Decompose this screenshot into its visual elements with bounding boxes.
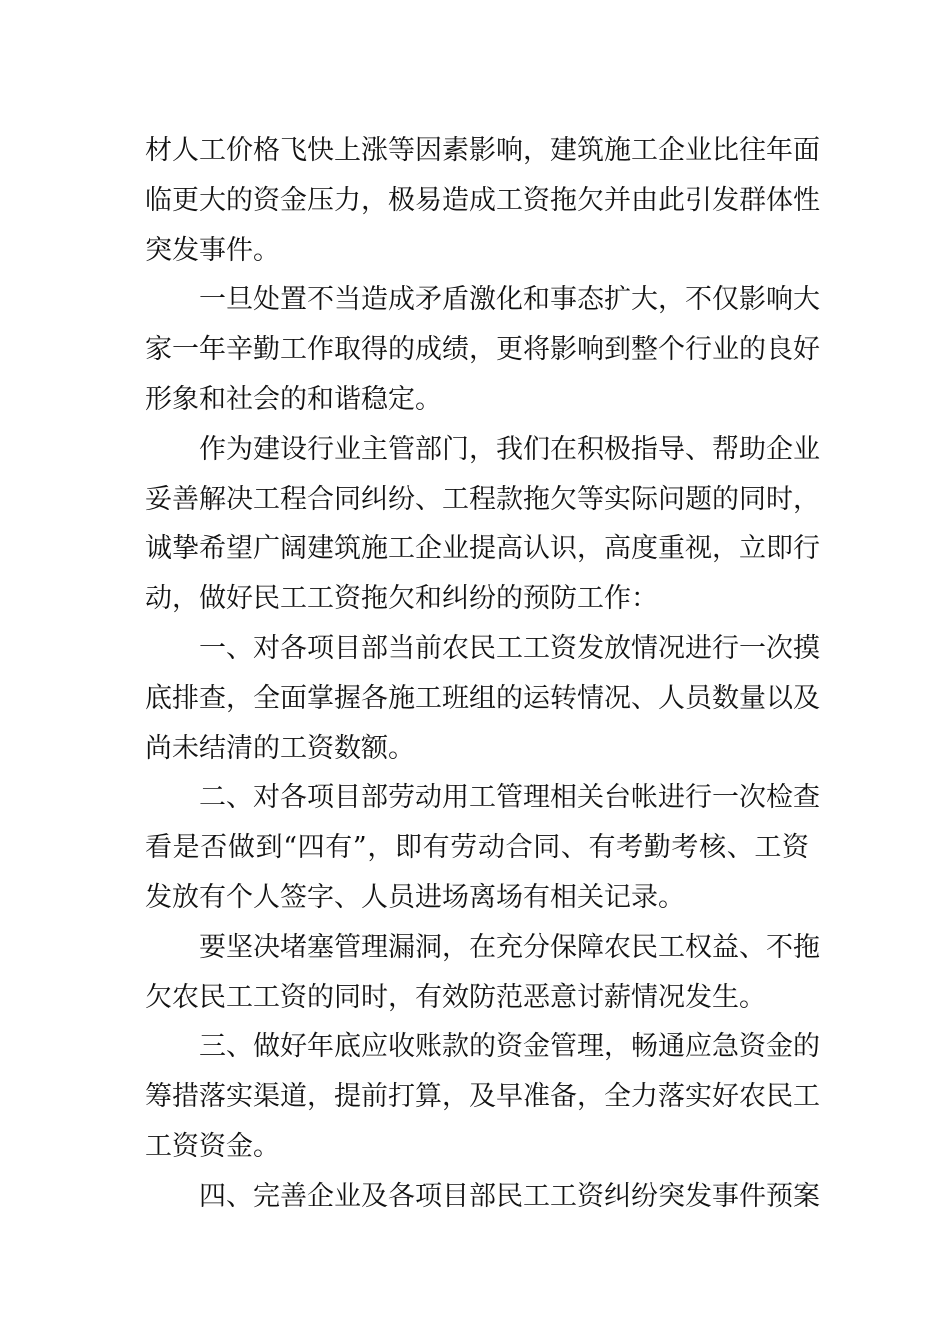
text-line: 妥善解决工程合同纠纷、工程款拖欠等实际问题的同时，	[145, 483, 820, 515]
text-line: 动，做好民工工资拖欠和纠纷的预防工作：	[145, 583, 658, 615]
text-line: 一、对各项目部当前农民工工资发放情况进行一次摸	[199, 632, 820, 664]
text-line: 四、完善企业及各项目部民工工资纠纷突发事件预案	[199, 1180, 820, 1212]
text-line: 作为建设行业主管部门，我们在积极指导、帮助企业	[199, 433, 820, 465]
text-line: 要坚决堵塞管理漏洞，在充分保障农民工权益、不拖	[199, 931, 820, 963]
text-line: 诚挚希望广阔建筑施工企业提高认识，高度重视，立即行	[145, 533, 820, 565]
text-line: 家一年辛勤工作取得的成绩，更将影响到整个行业的良好	[145, 334, 820, 366]
text-line: 看是否做到“四有”，即有劳动合同、有考勤考核、工资	[145, 832, 809, 864]
body-text	[145, 126, 820, 1222]
text-line: 欠农民工工资的同时，有效防范恶意讨薪情况发生。	[145, 981, 766, 1013]
text-line: 发放有个人签字、人员进场离场有相关记录。	[145, 881, 685, 913]
text-line: 筹措落实渠道，提前打算，及早准备，全力落实好农民工	[145, 1081, 820, 1113]
text-line: 底排查，全面掌握各施工班组的运转情况、人员数量以及	[145, 682, 820, 714]
text-line: 临更大的资金压力，极易造成工资拖欠并由此引发群体性	[145, 184, 820, 216]
text-line: 一旦处置不当造成矛盾激化和事态扩大，不仅影响大	[199, 284, 820, 316]
text-line: 工资资金。	[145, 1130, 280, 1162]
text-line: 突发事件。	[145, 234, 280, 266]
text-line: 二、对各项目部劳动用工管理相关台帐进行一次检查	[199, 782, 820, 814]
text-line: 材人工价格飞快上涨等因素影响，建筑施工企业比往年面	[145, 135, 820, 166]
text-line: 尚未结清的工资数额。	[145, 732, 415, 764]
text-line: 形象和社会的和谐稳定。	[145, 383, 442, 415]
text-line: 三、做好年底应收账款的资金管理，畅通应急资金的	[199, 1031, 820, 1063]
